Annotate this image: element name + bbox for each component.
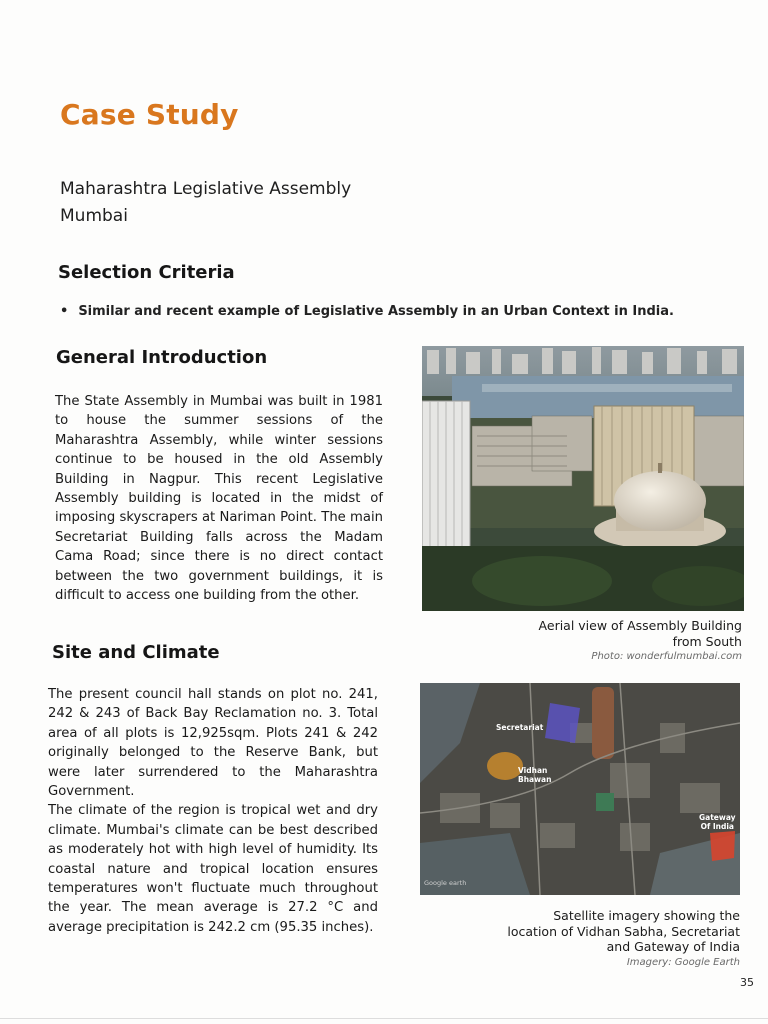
caption-line: location of Vidhan Sabha, Secretariat — [507, 923, 740, 939]
satellite-map — [420, 683, 740, 895]
map-label-gateway: Gateway Of India — [699, 813, 736, 831]
satellite-map-caption — [470, 908, 740, 970]
site-paragraph: The present council hall stands on plot no. 241, 242 & 243 of Back Bay Reclamation no. 3. Total area of all plots is 12,925sqm. Plots 241 & 242 originally belonged to the Reserve Bank, but were later surrendered to the Maharashtra Government. — [48, 687, 378, 800]
photo-credit: Photo: wonderfulmumbai.com — [591, 651, 742, 662]
project-city: Mumbai — [60, 206, 128, 226]
imagery-credit: Imagery: Google Earth — [626, 956, 740, 968]
map-label-vidhan-bhawan: Vidhan Bhawan — [518, 766, 552, 784]
page-number: 35 — [740, 976, 754, 989]
aerial-photo-caption — [480, 618, 742, 665]
project-title — [60, 176, 351, 230]
map-label-secretariat: Secretariat — [496, 723, 544, 732]
caption-line: Satellite imagery showing the — [553, 908, 740, 923]
climate-paragraph: The climate of the region is tropical wet and dry climate. Mumbai's climate can be best described as moderately hot with high level of humidity. Its coastal nature and tropical location ensures temperatures won't fluctuate much throughout the year. The mean average is 27.2 °C and average precipitation is 242.2 cm (95.35 inches). — [48, 803, 378, 935]
bullet-icon: • — [60, 304, 69, 319]
caption-line: from South — [672, 633, 742, 649]
caption-line: Aerial view of Assembly Building — [538, 618, 742, 633]
map-watermark: Google earth — [424, 879, 467, 887]
page-divider — [0, 1018, 768, 1019]
site-climate-heading: Site and Climate — [52, 642, 220, 663]
caption-line: and Gateway of India — [606, 939, 740, 954]
page-title: Case Study — [60, 98, 239, 131]
list-item: Similar and recent example of Legislative Assembly in an Urban Context in India. — [78, 304, 674, 319]
bullet-list — [60, 304, 674, 319]
selection-criteria-heading: Selection Criteria — [58, 262, 235, 283]
site-climate-text — [48, 685, 378, 937]
general-introduction-text: The State Assembly in Mumbai was built in 1981 to house the summer sessions of the Maharashtra Assembly, while winter sessions continue to be housed in the old Assembly Building in Nagpur. This recent Legislative Assembly building is located in the midst of imposing skyscrapers at Nariman Point. The main Secretariat Building falls across the Madam Cama Road; since there is no direct contact between the two government buildings, it is difficult to access one building from the other. — [55, 394, 383, 604]
project-name: Maharashtra Legislative Assembly — [60, 179, 352, 199]
aerial-photo — [422, 346, 744, 611]
general-introduction-heading: General Introduction — [56, 347, 268, 368]
